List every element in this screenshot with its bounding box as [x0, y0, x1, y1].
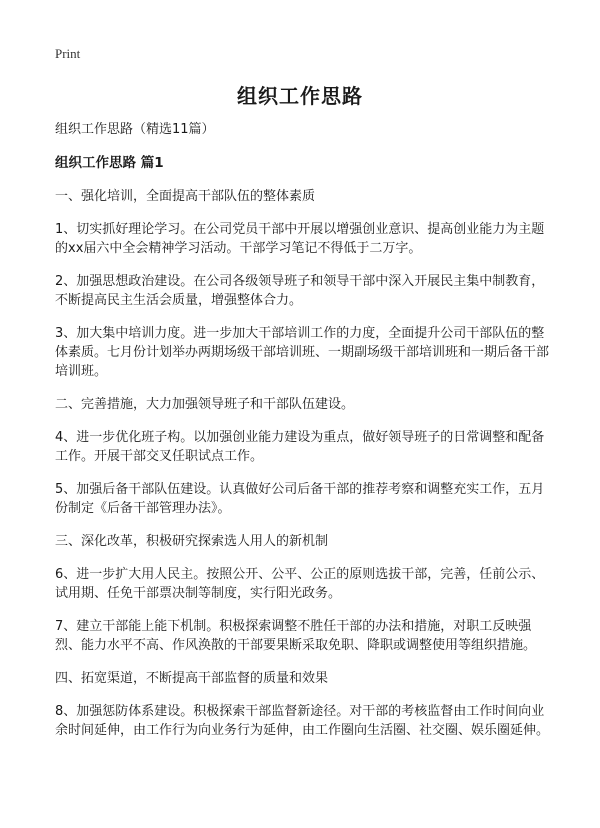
paragraph: 6、进一步扩大用人民主。按照公开、公平、公正的原则选拔干部，完善，任前公示、试用期、任免干部票决制等制度，实行阳光政务。	[55, 567, 545, 601]
paragraph: 一、强化培训，全面提高干部队伍的整体素质	[55, 189, 316, 204]
paragraph: 3、加大集中培训力度。进一步加大干部培训工作的力度，全面提升公司干部队伍的整体素质。七月份计划举办两期场级干部培训班、一期副场级干部培训班和一期后备干部培训班。	[55, 326, 550, 379]
paragraph: 2、加强思想政治建设。在公司各级领导班子和领导干部中深入开展民主集中制教育，不断提高民主生活会质量，增强整体合力。	[55, 274, 545, 308]
paragraph: 4、进一步优化班子构。以加强创业能力建设为重点，做好领导班子的日常调整和配备工作。开展干部交叉任职试点工作。	[55, 430, 545, 464]
section-heading: 组织工作思路 篇1	[55, 155, 164, 171]
paragraph: 5、加强后备干部队伍建设。认真做好公司后备干部的推荐考察和调整充实工作，五月份制定《后备干部管理办法》。	[55, 482, 545, 516]
paragraph: 1、切实抓好理论学习。在公司党员干部中开展以增强创业意识、提高创业能力为主题的xx届六中全会精神学习活动。干部学习笔记不得低于二万字。	[55, 222, 545, 256]
paragraph: 二、完善措施，大力加强领导班子和干部队伍建设。	[55, 397, 355, 412]
print-label[interactable]: Print	[55, 46, 81, 61]
paragraph: 7、建立干部能上能下机制。积极探索调整不胜任干部的办法和措施，对职工反映强烈、能力水平不高、作风涣散的干部要果断采取免职、降职或调整使用等组织措施。	[55, 619, 537, 653]
document-subtitle: 组织工作思路（精选11篇）	[55, 122, 215, 137]
document-body	[55, 120, 555, 754]
paragraph: 四、拓宽渠道，不断提高干部监督的质量和效果	[55, 671, 329, 686]
document-title: 组织工作思路	[237, 84, 363, 108]
paragraph: 8、加强惩防体系建设。积极探索干部监督新途径。对干部的考核监督由工作时间向业余时间延伸，由工作行为向业务行为延伸，由工作圈向生活圈、社交圈、娱乐圈延伸。	[55, 704, 550, 738]
paragraph: 三、深化改革，积极研究探索选人用人的新机制	[55, 534, 329, 549]
